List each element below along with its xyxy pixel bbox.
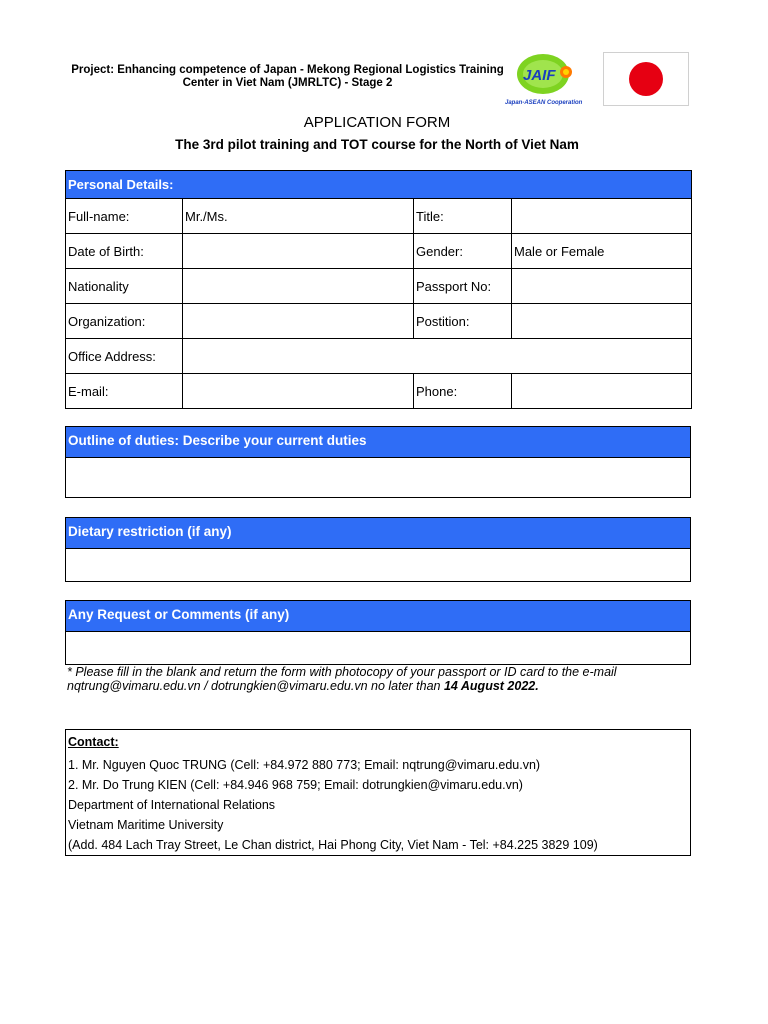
contact-label: Contact: [68,735,119,749]
office-address-field[interactable] [183,339,692,374]
nationality-label: Nationality [66,269,183,304]
gender-field[interactable]: Male or Female [512,234,692,269]
note-line2: nqtrung@vimaru.edu.vn / dotrungkien@vimaru.edu.vn no later than [67,679,444,693]
logo-text: JAIF [523,67,556,84]
contact-line: Department of International Relations [68,798,276,812]
contact-box [65,729,691,856]
contact-line: (Add. 484 Lach Tray Street, Le Chan district, Hai Phong City, Viet Nam - Tel: +84.225 3829 109) [68,838,598,852]
contact-line: Vietnam Maritime University [68,818,224,832]
organization-field[interactable] [183,304,414,339]
position-label: Postition: [414,304,512,339]
office-address-label: Office Address: [66,339,183,374]
fullname-label: Full-name: [66,199,183,234]
title-field[interactable] [512,199,692,234]
japan-flag-icon [603,52,689,106]
project-title-line2: Center in Viet Nam (JMRLTC) - Stage 2 [182,77,393,89]
dob-label: Date of Birth: [66,234,183,269]
personal-details-table [65,170,692,409]
nationality-field[interactable] [183,269,414,304]
project-title-line1: Project: Enhancing competence of Japan - Mekong Regional Logistics Training [71,64,504,76]
project-title [60,64,515,90]
duties-field[interactable] [65,458,691,498]
personal-details-header: Personal Details: [66,171,692,199]
contact-line: 2. Mr. Do Trung KIEN (Cell: +84.946 968 759; Email: dotrungkien@vimaru.edu.vn) [68,778,523,792]
logo-caption: Japan-ASEAN Cooperation [505,100,583,106]
flag-disc [629,62,663,96]
fullname-field[interactable]: Mr./Ms. [183,199,414,234]
contact-line: 1. Mr. Nguyen Quoc TRUNG (Cell: +84.972 880 773; Email: nqtrung@vimaru.edu.vn) [68,758,541,772]
instruction-note [67,665,707,693]
email-field[interactable] [183,374,414,409]
title-label: Title: [414,199,512,234]
note-line1: * Please fill in the blank and return the form with photocopy of your passport or ID card to the e-mail [67,665,617,679]
passport-label: Passport No: [414,269,512,304]
dob-field[interactable] [183,234,414,269]
form-title: APPLICATION FORM [303,114,451,131]
comments-field[interactable] [65,632,691,665]
gender-label: Gender: [414,234,512,269]
phone-label: Phone: [414,374,512,409]
dietary-field[interactable] [65,549,691,582]
email-label: E-mail: [66,374,183,409]
position-field[interactable] [512,304,692,339]
duties-header: Outline of duties: Describe your current duties [65,426,691,458]
passport-field[interactable] [512,269,692,304]
organization-label: Organization: [66,304,183,339]
jaif-logo-icon [503,50,593,108]
comments-header: Any Request or Comments (if any) [65,600,691,632]
note-deadline: 14 August 2022. [443,679,539,693]
phone-field[interactable] [512,374,692,409]
form-subtitle: The 3rd pilot training and TOT course for the North of Viet Nam [175,137,579,152]
dietary-header: Dietary restriction (if any) [65,517,691,549]
